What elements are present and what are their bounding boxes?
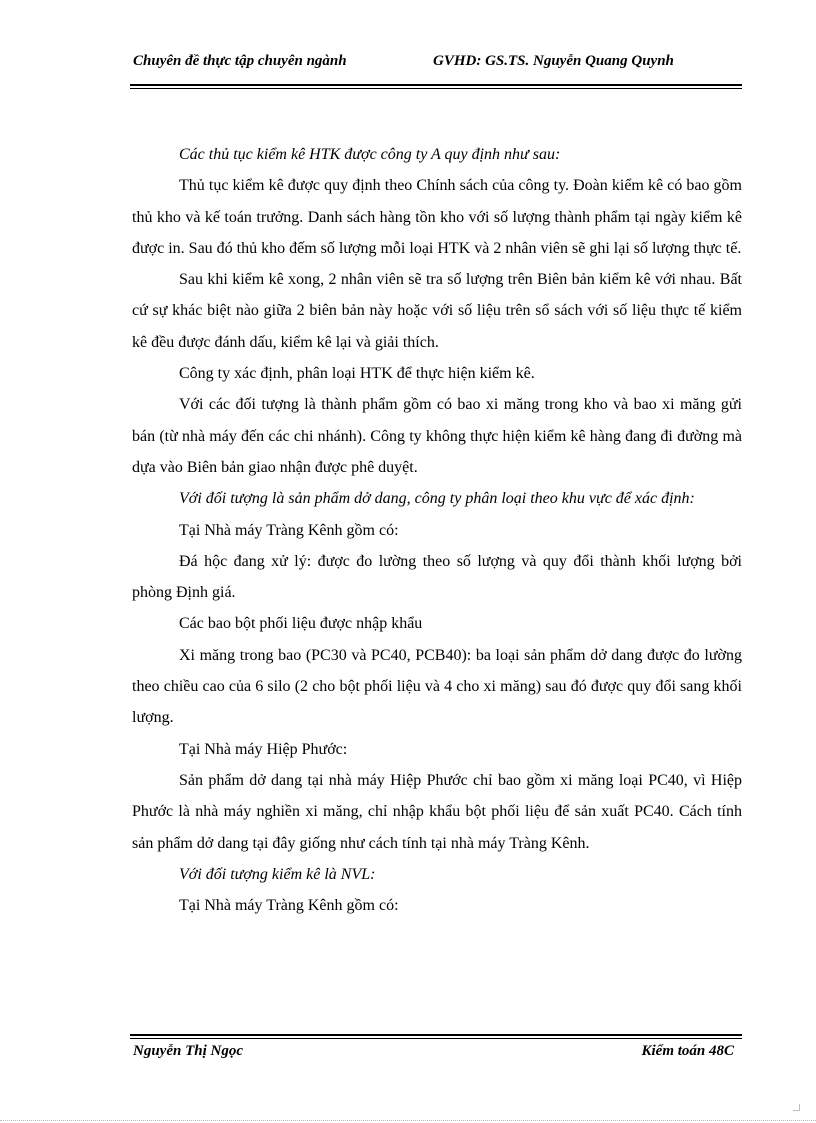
paragraph: Sau khi kiểm kê xong, 2 nhân viên sẽ tra số lượng trên Biên bản kiểm kê với nhau. Bất cứ sự khác biệt nào giữa 2 biên bản này hoặc với số liệu trên sổ sách với số liệu thực tế kiểm kê đều được đánh dấu, kiểm kê lại và giải thích. [132, 271, 742, 351]
paragraph: Sản phẩm dở dang tại nhà máy Hiệp Phước chỉ bao gồm xi măng loại PC40, vì Hiệp Phước là nhà máy nghiền xi măng, chỉ nhập khẩu bột phối liệu để sản xuất PC40. Cách tính sản phẩm dở dang tại đây giống như cách tính tại nhà máy Tràng Kênh. [132, 771, 742, 852]
page-edge-dotted-line [0, 1120, 816, 1121]
header-report-title: Chuyên đề thực tập chuyên ngành [133, 53, 347, 69]
document-body [132, 139, 742, 921]
page-corner-mark [793, 1104, 800, 1111]
paragraph: Với đối tượng là sản phẩm dở dang, công ty phân loại theo khu vực để xác định: [179, 490, 695, 508]
paragraph: Công ty xác định, phân loại HTK để thực hiện kiểm kê. [179, 365, 535, 383]
paragraph: Xi măng trong bao (PC30 và PC40, PCB40): ba loại sản phẩm dở dang được đo lường theo chiều cao của 6 silo (2 cho bột phối liệu và 4 cho xi măng) sau đó được quy đổi sang khối lượng. [132, 646, 742, 727]
paragraph: Các thủ tục kiểm kê HTK được công ty A quy định như sau: [179, 146, 561, 163]
header-divider [130, 84, 742, 86]
footer-divider [130, 1034, 742, 1036]
paragraph: Tại Nhà máy Tràng Kênh gồm có: [179, 897, 399, 915]
header-supervisor: GVHD: GS.TS. Nguyễn Quang Quynh [433, 53, 674, 69]
paragraph: Với các đối tượng là thành phẩm gồm có bao xi măng trong kho và bao xi măng gửi bán (từ nhà máy đến các chi nhánh). Công ty không thực hiện kiểm kê hàng đang đi đường mà dựa vào Biên bản giao nhận được phê duyệt. [132, 396, 742, 476]
footer-divider-thin [130, 1038, 742, 1039]
footer-author: Nguyễn Thị Ngọc [133, 1043, 243, 1059]
footer-class: Kiểm toán 48C [641, 1043, 734, 1059]
header-divider-thin [130, 88, 742, 89]
paragraph: Tại Nhà máy Hiệp Phước: [179, 740, 348, 758]
paragraph: Các bao bột phối liệu được nhập khẩu [179, 615, 423, 633]
paragraph: Tại Nhà máy Tràng Kênh gồm có: [179, 521, 399, 539]
paragraph: Thủ tục kiểm kê được quy định theo Chính sách của công ty. Đoàn kiểm kê có bao gồm thủ kho và kế toán trưởng. Danh sách hàng tồn kho với số lượng thành phẩm tại ngày kiểm kê được in. Sau đó thủ kho đếm số lượng mỗi loại HTK và 2 nhân viên sẽ ghi lại số lượng thực tế. [132, 177, 742, 257]
paragraph: Đá hộc đang xử lý: được đo lường theo số lượng và quy đổi thành khối lượng bởi phòng Định giá. [132, 552, 742, 602]
paragraph: Với đối tượng kiểm kê là NVL: [179, 865, 376, 883]
